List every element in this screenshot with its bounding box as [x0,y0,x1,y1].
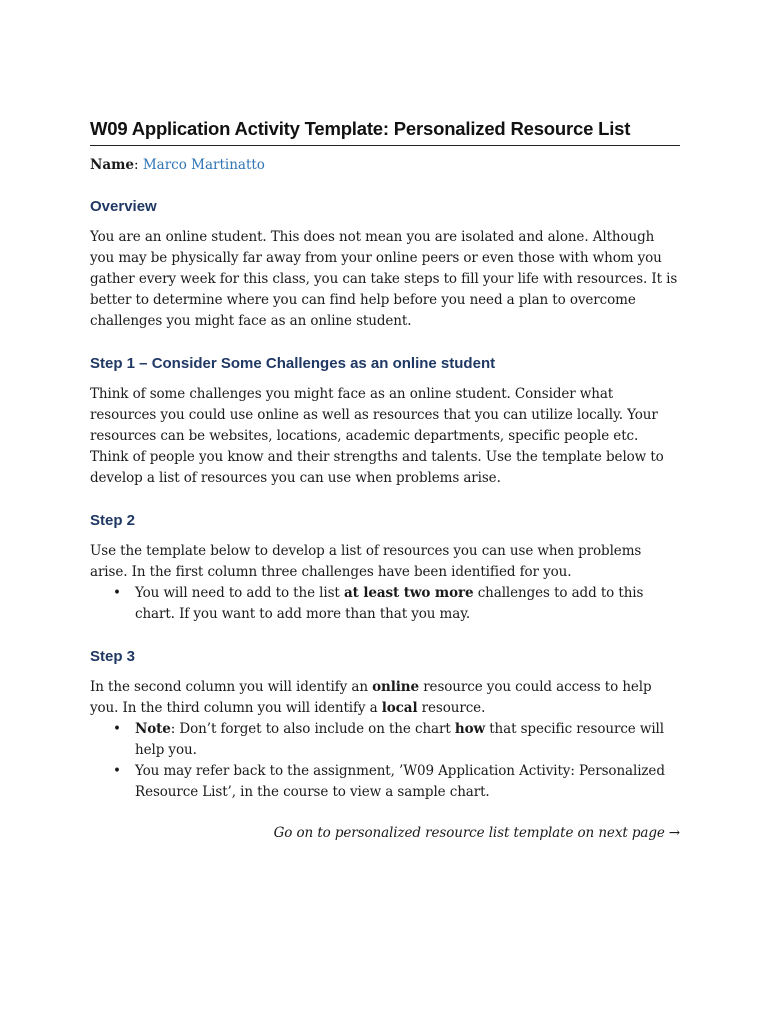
name-label: Name [90,157,134,173]
document-title: W09 Application Activity Template: Personalized Resource List [90,118,680,146]
step3-bullets [90,719,680,803]
name-line [90,156,680,175]
step3-heading: Step 3 [90,648,136,665]
overview-text: You are an online student. This does not mean you are isolated and alone. Although you may be physically far away from your online peers or even those with whom you gather every week for this class, you can take steps to fill your life with resources. It is better to determine where you can find help before you need a plan to overcome challenges you might face as an online student. [90,229,678,329]
overview-heading: Overview [90,198,157,215]
arrow-right-icon: → [668,825,680,841]
step2-bullet-1: • You will need to add to the list at least two more challenges to add to this chart. If you want to add more than that you may. [135,583,680,625]
step2-heading: Step 2 [90,512,136,529]
name-colon: : [133,157,139,173]
step3-text: In the second column you will identify an online resource you could access to help you. In the third column you will identify a local resource. [90,679,652,716]
name-value: Marco Martinatto [142,157,265,173]
step2-bullets [90,583,680,625]
step1-text: Think of some challenges you might face as an online student. Consider what resources you could use online as well as resources that you can utilize locally. Your resources can be websites, locations, academic departments, specific people etc. Think of people you know and their strengths and talents. Use the template below to develop a list of resources you can use when problems arise. [90,386,664,486]
step3-bullet-1: • Note: Don’t forget to also include on the chart how that specific resource will help you. [135,719,680,761]
step3-bullet-2: • You may refer back to the assignment, ’W09 Application Activity: Personalized Resource List’, in the course to view a sample chart. [135,761,680,803]
step1-heading: Step 1 – Consider Some Challenges as an online student [90,355,496,372]
step2-text: Use the template below to develop a list of resources you can use when problems arise. In the first column three challenges have been identified for you. [90,543,642,580]
next-page-note: Go on to personalized resource list template on next page → [273,825,680,841]
document-page [90,118,680,844]
